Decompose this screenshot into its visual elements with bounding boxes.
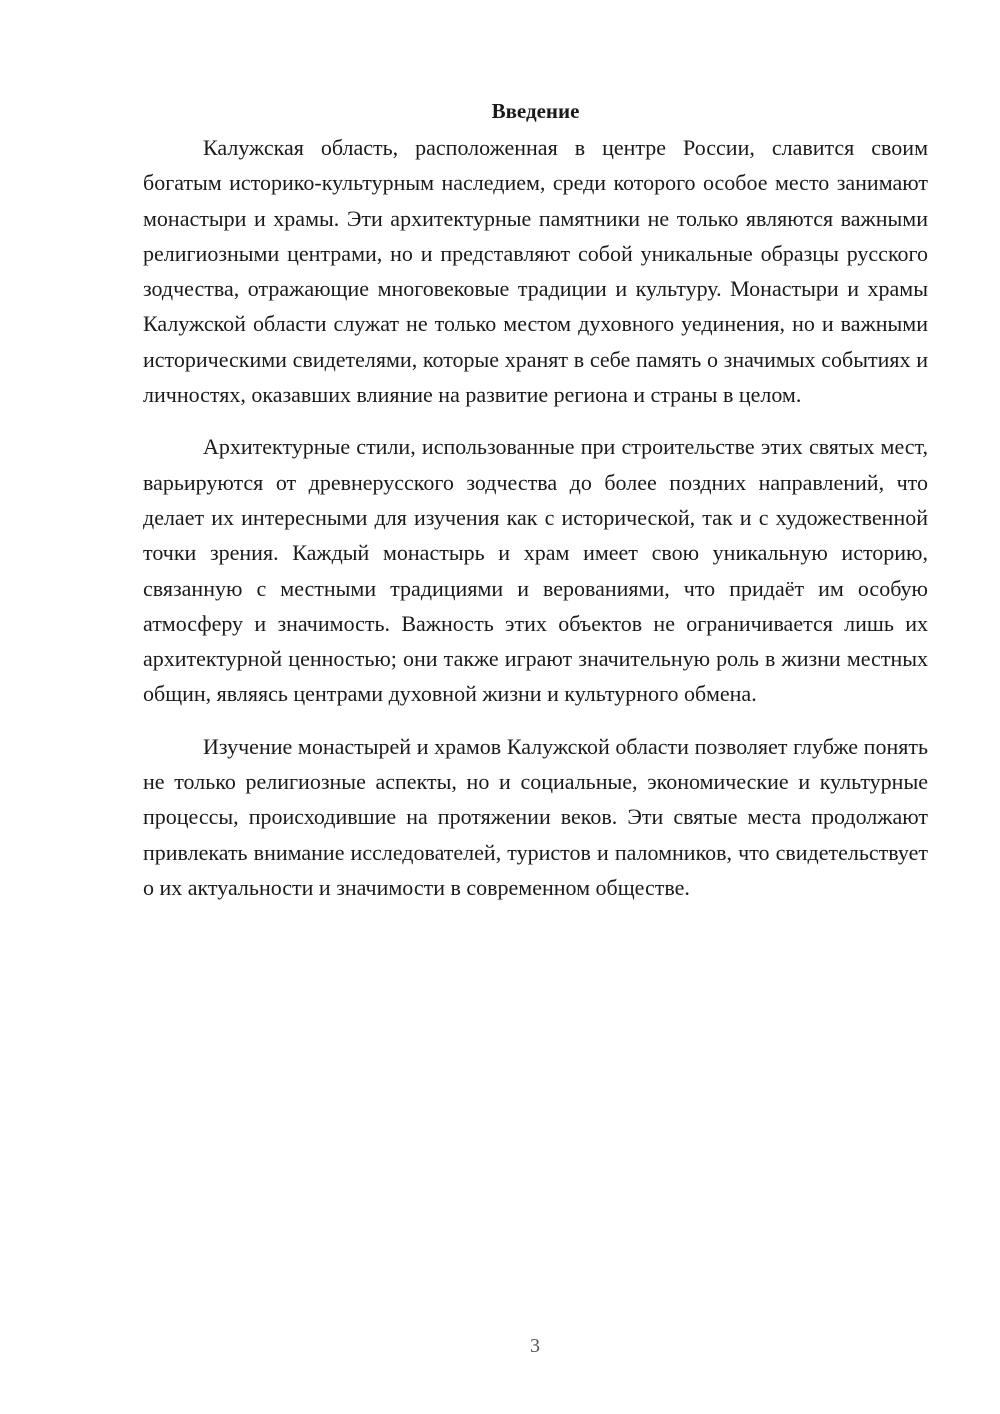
paragraph-2: Архитектурные стили, использованные при строительстве этих святых мест, варьируются от древнерусского зодчества до более поздних направлений, что делает их интересными для изучения как с исторической, так и с художественной точки зрения. Каждый монастырь и храм имеет свою уникальную историю, связанную с местными традициями и верованиями, что придаёт им особую атмосферу и значимость. Важность этих объектов не ограничивается лишь их архитектурной ценностью; они также играют значительную роль в жизни местных общин, являясь центрами духовной жизни и культурного обмена. (143, 434, 928, 707)
paragraph-3: Изучение монастырей и храмов Калужской области позволяет глубже понять не только религиозные аспекты, но и социальные, экономические и культурные процессы, происходившие на протяжении веков. Эти святые места продолжают привлекать внимание исследователей, туристов и паломников, что свидетельствует о их актуальности и значимости в современном обществе. (143, 733, 928, 900)
paragraph-1: Калужская область, расположенная в центре России, славится своим богатым историко-культурным наследием, среди которого особое место занимают монастыри и храмы. Эти архитектурные памятники не только являются важными религиозными центрами, но и представляют собой уникальные образцы русского зодчества, отражающие многовековые традиции и культуру. Монастыри и храмы Калужской области служат не только местом духовного уединения, но и важными историческими свидетелями, которые хранят в себе память о значимых событиях и личностях, оказавших влияние на развитие региона и страны в целом. (143, 135, 928, 408)
document-body (143, 96, 928, 922)
section-heading: Введение (491, 99, 580, 123)
page-number: 3 (530, 1335, 540, 1357)
